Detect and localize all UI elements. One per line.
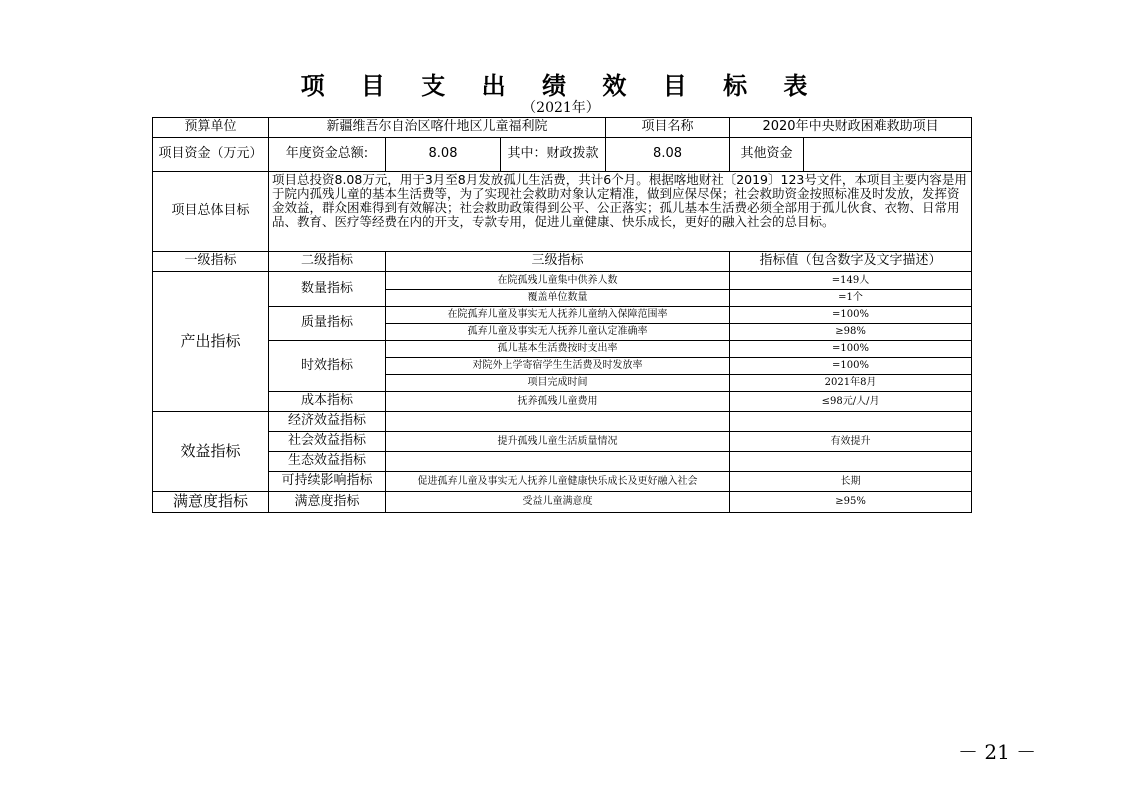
indicator-value: =100% [730,307,972,324]
indicator-value: 2021年8月 [730,375,972,392]
sustainable-impact-label: 可持续影响指标 [269,472,386,492]
overall-goal-text: 项目总投资8.08万元，用于3月至8月发放孤儿生活费，共计6个月。根据喀地财社〔2019〕123号文件，本项目主要内容是用于院内孤残儿童的基本生活费等，为了实现社会救助对象认定精准，做到应保尽保；社会救助资金按照标准及时发放，发挥资金效益，群众困难得到有效解决；社会救助政策得到公平、公正落实；孤儿基本生活费必须全部用于孤儿伙食、衣物、日常用品、教育、医疗等经费在内的开支，专款专用，促进儿童健康、快乐成长，更好的融入社会的总目标。 [269,172,972,252]
cost-indicator-label: 成本指标 [269,392,386,412]
timeliness-indicator-label: 时效指标 [269,341,386,392]
indicator-name [386,452,730,472]
economic-benefit-label: 经济效益指标 [269,412,386,432]
budget-unit-label: 预算单位 [153,118,269,138]
fiscal-appropriation-label: 其中：财政拨款 [501,138,606,172]
indicator-name: 抚养孤残儿童费用 [386,392,730,412]
indicator-name: 提升孤残儿童生活质量情况 [386,432,730,452]
indicator-name: 项目完成时间 [386,375,730,392]
fiscal-appropriation-value: 8.08 [606,138,730,172]
indicator-name: 覆盖单位数量 [386,290,730,307]
indicator-name: 在院孤弃儿童及事实无人抚养儿童纳入保障范围率 [386,307,730,324]
project-funds-label: 项目资金（万元） [153,138,269,172]
level3-indicator-header: 三级指标 [386,252,730,272]
indicator-name: 孤弃儿童及事实无人抚养儿童认定准确率 [386,324,730,341]
annual-total-label: 年度资金总额: [269,138,386,172]
indicator-name: 对院外上学寄宿学生生活费及时发放率 [386,358,730,375]
indicator-value [730,412,972,432]
satisfaction-level2-label: 满意度指标 [269,492,386,513]
page-title: 项 目 支 出 绩 效 目 标 表 [300,72,822,100]
indicator-name: 孤儿基本生活费按时支出率 [386,341,730,358]
ecological-benefit-label: 生态效益指标 [269,452,386,472]
project-name-value: 2020年中央财政困难救助项目 [730,118,972,138]
indicator-value: =1个 [730,290,972,307]
page-number: － 21 － [958,740,1037,764]
social-benefit-label: 社会效益指标 [269,432,386,452]
indicator-value: ≥95% [730,492,972,513]
indicator-value: 长期 [730,472,972,492]
other-funds-label: 其他资金 [730,138,804,172]
satisfaction-indicator-label: 满意度指标 [153,492,269,513]
other-funds-value [804,138,972,172]
annual-total-value: 8.08 [386,138,501,172]
indicator-value: =100% [730,358,972,375]
project-name-label: 项目名称 [606,118,730,138]
indicator-value: =100% [730,341,972,358]
quantity-indicator-label: 数量指标 [269,272,386,307]
indicator-value [730,452,972,472]
indicator-value-header: 指标值（包含数字及文字描述） [730,252,972,272]
budget-unit-value: 新疆维吾尔自治区喀什地区儿童福利院 [269,118,606,138]
level1-indicator-header: 一级指标 [153,252,269,272]
indicator-value: =149人 [730,272,972,290]
quality-indicator-label: 质量指标 [269,307,386,341]
indicator-name: 受益儿童满意度 [386,492,730,513]
benefit-indicator-label: 效益指标 [153,412,269,492]
indicator-name [386,412,730,432]
overall-goal-label: 项目总体目标 [153,172,269,252]
output-indicator-label: 产出指标 [153,272,269,412]
indicator-value: 有效提升 [730,432,972,452]
page-subtitle-year: （2021年） [522,100,600,116]
indicator-name: 在院孤残儿童集中供养人数 [386,272,730,290]
indicator-value: ≤98元/人/月 [730,392,972,412]
indicator-name: 促进孤弃儿童及事实无人抚养儿童健康快乐成长及更好融入社会 [386,472,730,492]
indicator-value: ≥98% [730,324,972,341]
performance-goal-table [152,117,972,513]
level2-indicator-header: 二级指标 [269,252,386,272]
